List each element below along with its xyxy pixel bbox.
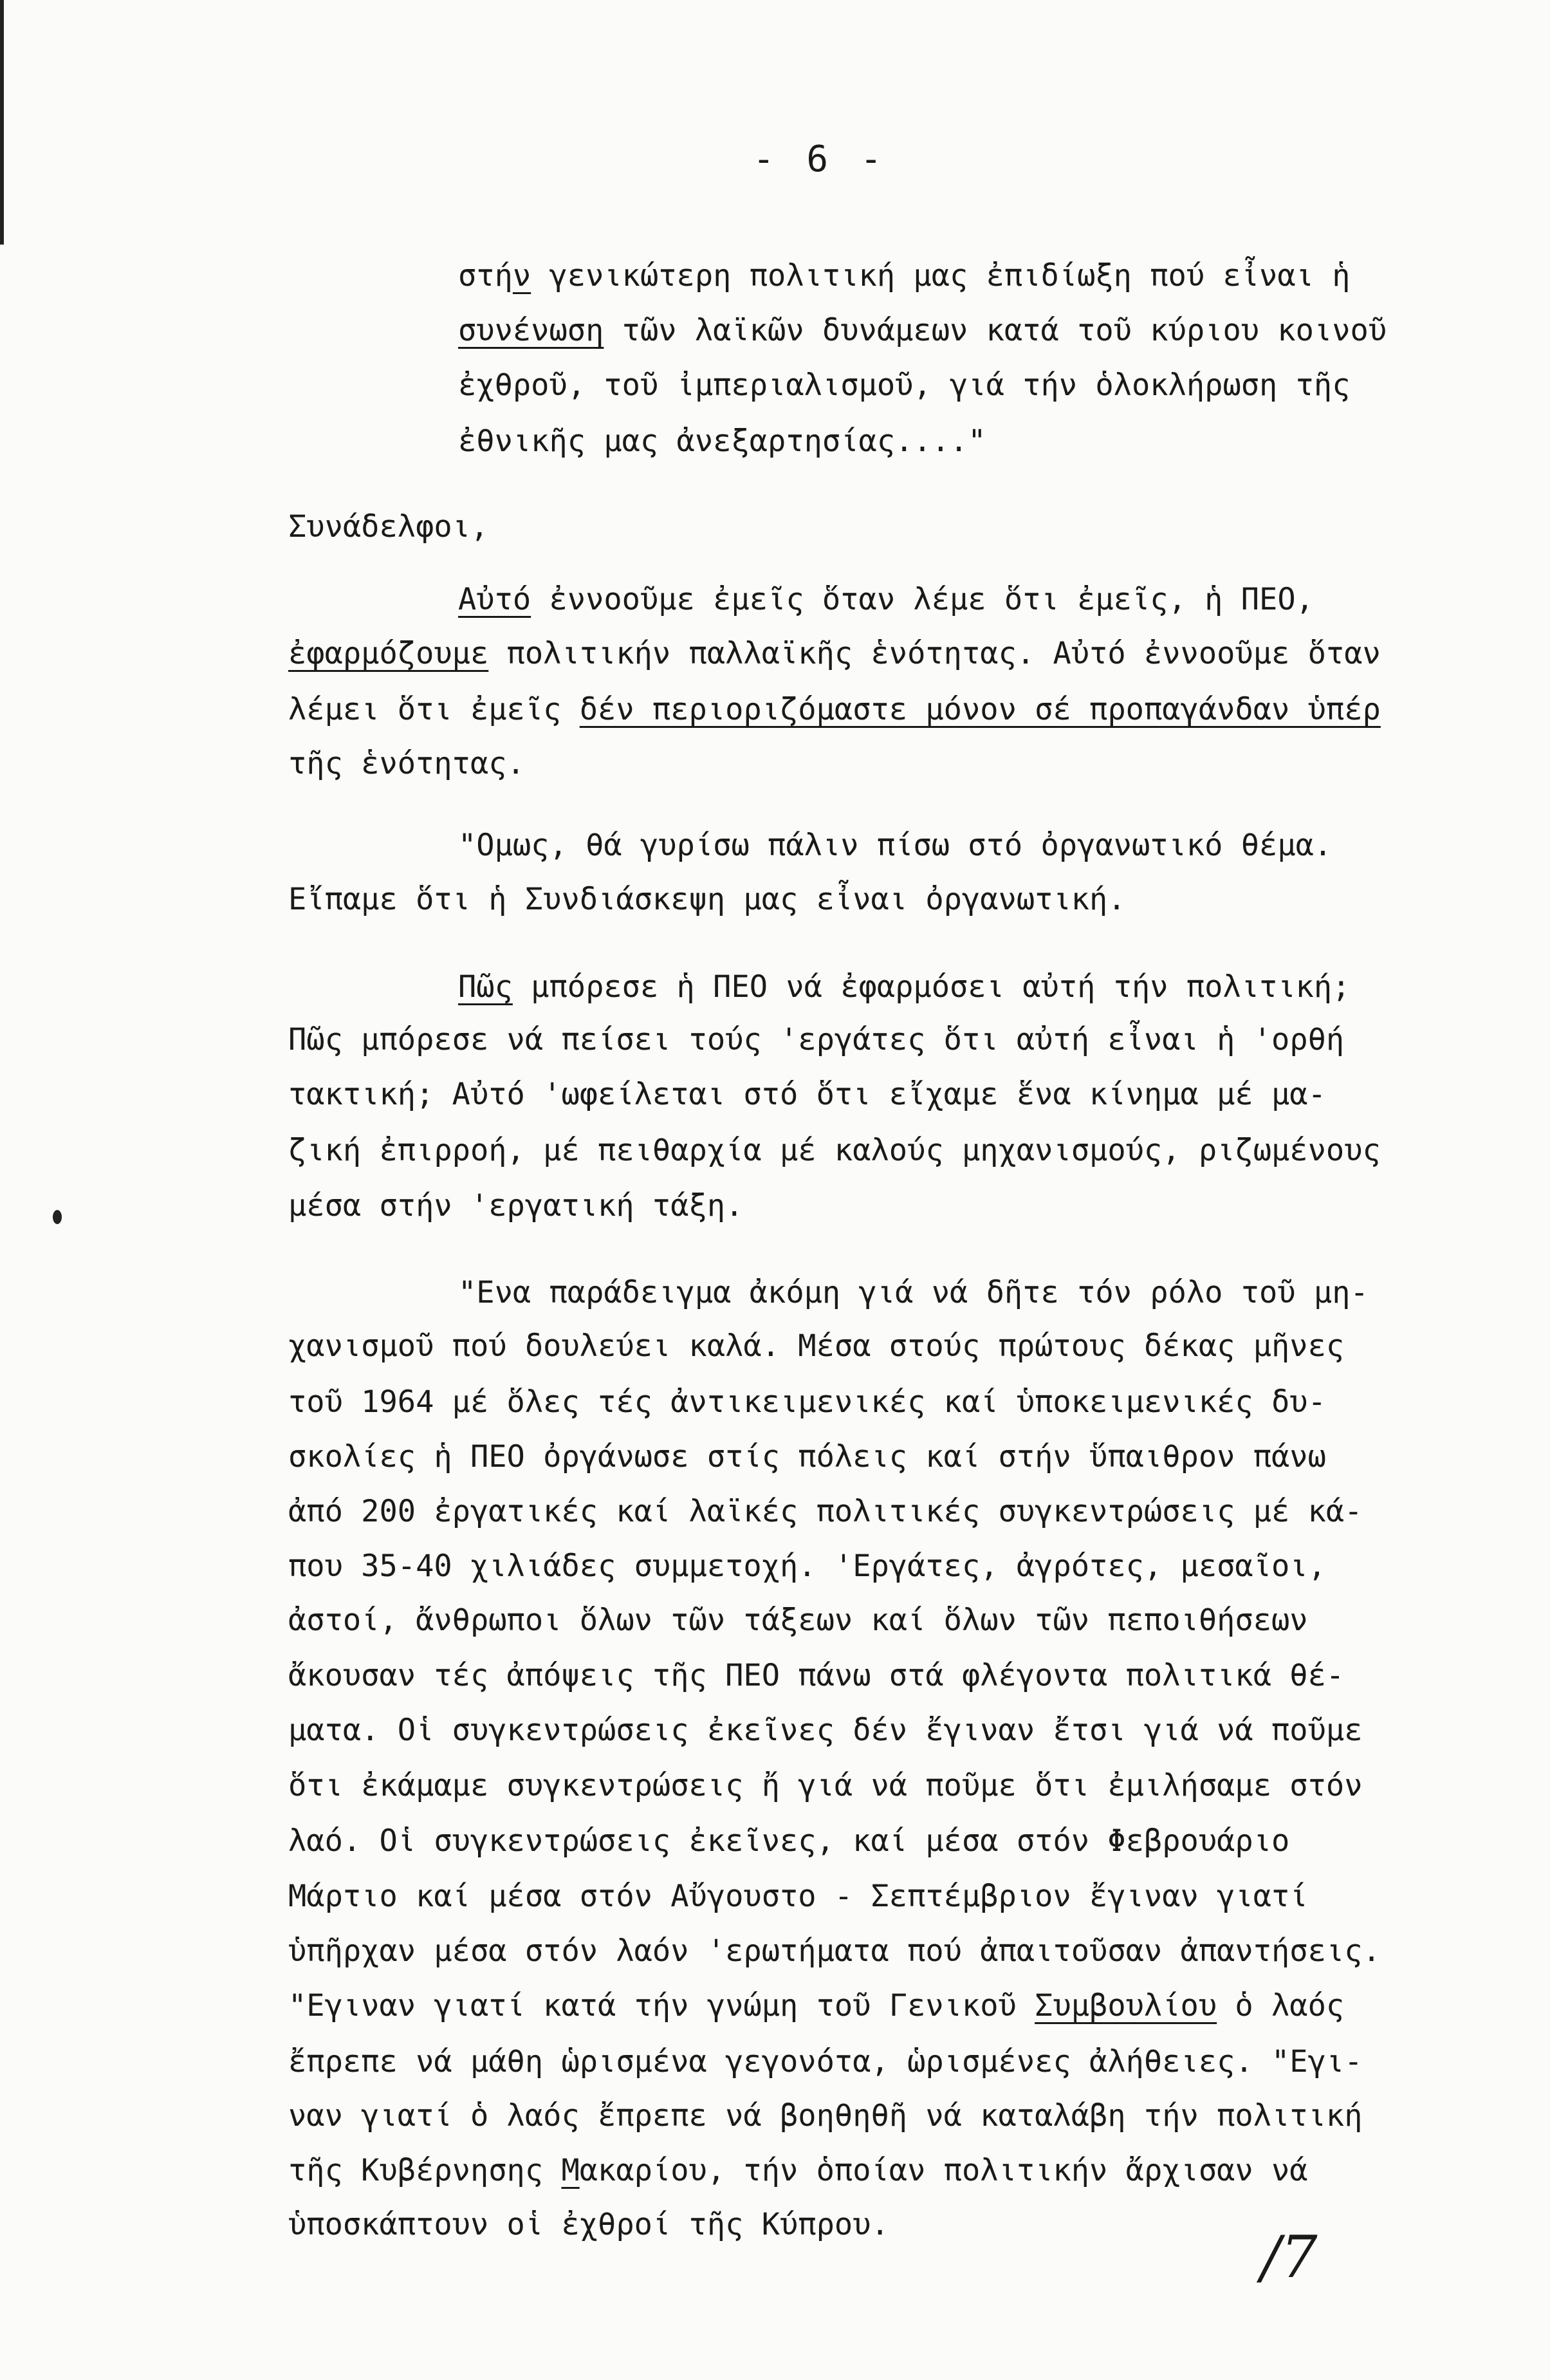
text-line [288,1823,1290,1859]
line-text: στή [458,258,513,293]
line-text: ακαρίου, τήν ὁποίαν πολιτικήν ἄρχισαν νά [579,2153,1308,2188]
line-text: πολιτικήν παλλαϊκῆς ἑνότητας. Αὐτό ἐννοοῦμε ὅταν [488,636,1381,671]
text-line [288,1713,1363,1748]
text-line [288,638,1381,669]
underlined-text: Αὐτό [458,582,531,617]
line-text: ὅτι ἐκάμαμε συγκεντρώσεις ἤ γιά νά ποῦμε ὅτι ἐμιλήσαμε στόν [288,1768,1363,1803]
line-text: ἄκουσαν τές ἀπόψεις τῆς ΠΕΟ πάνω στά φλέγοντα πολιτικά θέ- [288,1658,1345,1693]
text-line [458,584,1314,615]
line-text: ἔπρεπε νά μάθη ὡρισμένα γεγονότα, ὡρισμένες ἀλήθειες. "Εγι- [288,2044,1363,2079]
text-line [288,1548,1326,1584]
underlined-text: Συμβουλίου [1035,1988,1217,2023]
text-line [288,1768,1363,1803]
text-line [288,1135,1381,1166]
line-text: ἐθνικῆς μας ἀνεξαρτησίας...." [458,423,986,459]
line-text: που 35-40 χιλιάδες συμμετοχή. 'Εργάτες, ἀγρότες, μεσαῖοι, [288,1548,1326,1584]
line-text: ἐχθροῦ, τοῦ ἰμπεριαλισμοῦ, γιά τήν ὁλοκλήρωση τῆς [458,367,1351,403]
underlined-text: ἐφαρμόζουμε [288,636,489,671]
text-line [288,1496,1363,1527]
next-page-marker: /7 [1261,2224,1318,2291]
text-line [288,1188,744,1223]
text-line [288,1988,1345,2023]
line-text: Συνάδελφοι, [288,509,489,544]
text-line [288,2098,1363,2134]
line-text: Μάρτιο καί μέσα στόν Αὔγουστο - Σεπτέμβριον ἔγιναν γιατί [288,1879,1308,1914]
text-line [288,748,525,779]
left-edge-mark [0,0,4,245]
line-text: λαό. Οἱ συγκεντρώσεις ἐκεῖνες, καί μέσα στόν Φεβρουάριο [288,1823,1290,1859]
line-text: τῆς ἑνότητας. [288,746,525,781]
line-text: τοῦ 1964 μέ ὅλες τές ἀντικειμενικές καί ὑποκειμενικές δυ- [288,1384,1326,1420]
line-text: ματα. Οἱ συγκεντρώσεις ἐκεῖνες δέν ἔγιναν ἔτσι γιά νά ποῦμε [288,1713,1363,1748]
line-text: τακτική; Αὐτό 'ωφείλεται στό ὅτι εἴχαμε ἕνα κίνημα μέ μα- [288,1077,1326,1112]
line-text: λέμει ὅτι ἐμεῖς [288,692,580,727]
line-text: ὑπῆρχαν μέσα στόν λαόν 'ερωτήματα πού ἀπαιτοῦσαν ἀπαντήσεις. [288,1933,1381,1969]
text-line [458,423,986,459]
line-text: μέσα στήν 'εργατική τάξη. [288,1188,744,1223]
line-text: χανισμοῦ πού δουλεύει καλά. Μέσα στούς πρώτους δέκας μῆνες [288,1328,1345,1364]
line-text: σκολίες ἡ ΠΕΟ ὀργάνωσε στίς πόλεις καί στήν ὕπαιθρον πάνω [288,1439,1326,1474]
line-text: γενικώτερη πολιτική μας ἐπιδίωξη πού εἶναι ἡ [531,258,1351,293]
text-line [458,315,1387,346]
text-line [288,1022,1345,1057]
underlined-text: Πῶς [458,969,513,1005]
text-line [288,1933,1381,1969]
line-text: ναν γιατί ὁ λαός ἔπρεπε νά βοηθηθῆ νά καταλάβη τήν πολιτική [288,2098,1363,2134]
line-text: ὁ λαός [1217,1988,1345,2023]
underlined-text: ν [512,258,531,293]
line-text: ζική ἐπιρροή, μέ πειθαρχία μέ καλούς μηχανισμούς, ριζωμένους [288,1133,1381,1168]
underlined-text: δέν περιοριζόμαστε μόνον σέ προπαγάνδαν ὑπέρ [579,692,1381,727]
text-line [288,509,489,544]
text-line [288,1603,1308,1638]
text-line [288,1439,1326,1474]
text-line [288,2209,889,2240]
line-text: "Ενα παράδειγμα ἀκόμη γιά νά δῆτε τόν ρόλο τοῦ μη- [458,1275,1369,1310]
line-text: μπόρεσε ἡ ΠΕΟ νά ἐφαρμόσει αὐτή τήν πολιτική; [512,969,1351,1005]
text-line [458,367,1351,403]
text-line [288,2155,1308,2186]
line-text: τῶν λαϊκῶν δυνάμεων κατά τοῦ κύριου κοινοῦ [604,313,1387,348]
text-line [288,1879,1308,1914]
text-line [288,2044,1363,2079]
text-line [288,1384,1326,1420]
text-line [458,828,1333,863]
text-line [458,258,1351,293]
text-line [458,1275,1369,1310]
ink-blot [53,1210,62,1224]
text-line [288,884,1126,915]
line-text: Πῶς μπόρεσε νά πείσει τούς 'εργάτες ὅτι αὐτή εἶναι ἡ 'ορθή [288,1022,1345,1057]
line-text: Εἴπαμε ὅτι ἡ Συνδιάσκεψη μας εἶναι ὀργανωτική. [288,882,1126,917]
line-text: ὑποσκάπτουν οἱ ἐχθροί τῆς Κύπρου. [288,2207,889,2242]
underlined-text: Μ [561,2153,580,2188]
line-text: "Ομως, θά γυρίσω πάλιν πίσω στό ὀργανωτικό θέμα. [458,828,1333,863]
line-text: ἐννοοῦμε ἐμεῖς ὅταν λέμε ὅτι ἐμεῖς, ἡ ΠΕΟ, [531,582,1314,617]
line-text: ἀπό 200 ἐργατικές καί λαϊκές πολιτικές συγκεντρώσεις μέ κά- [288,1494,1363,1529]
page-number: - 6 - [753,138,887,180]
text-line [288,694,1381,725]
text-line [288,1328,1345,1364]
text-line [458,969,1351,1005]
text-line [288,1660,1344,1691]
line-text: "Εγιναν γιατί κατά τήν γνώμη τοῦ Γενικοῦ [288,1988,1035,2023]
line-text: ἀστοί, ἄνθρωποι ὅλων τῶν τάξεων καί ὅλων τῶν πεποιθήσεων [288,1603,1308,1638]
underlined-text: συνένωση [458,313,604,348]
text-line [288,1079,1326,1110]
line-text: τῆς Κυβέρνησης [288,2153,562,2188]
